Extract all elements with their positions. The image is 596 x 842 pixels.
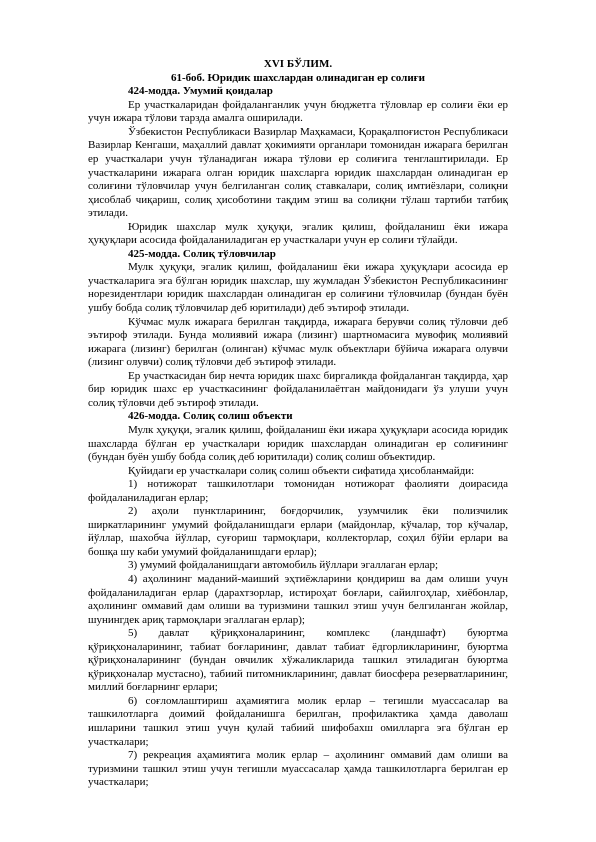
list-item: 3) умумий фойдаланишдаги автомобиль йўллари эгаллаган ерлар; (128, 559, 439, 572)
article-title: 426-модда. Солиқ солиш объекти (128, 410, 293, 423)
article-426 (88, 410, 508, 789)
paragraph: Ўзбекистон Республикаси Вазирлар Маҳкамаси, Қорақалпоғистон Республикаси Вазирлар Кенгаши, маҳаллий давлат ҳокимияти органлари томонидан ижарага берилган ер участкалари учун тўланадиган ижара тўлови ер солиғига тенглаштирилади. Ер участкаларини ижарага олган юридик шахсларга юридик шахслардан олинадиган ер солиғини тўловчилар учун белгиланган солиқ ставкалари, солиқ имтиёзлари, солиқни ҳисоблаб чиқариш, солиқ ҳисоботини тақдим этиш ва солиқни тўлаш тартиби татбиқ этилади. (88, 125, 508, 220)
article-title: 425-модда. Солиқ тўловчилар (128, 247, 276, 260)
list-item: 6) соғломлаштириш аҳамиятига молик ерлар – тегишли муассасалар ва ташкилотларга доимий фойдаланишга берилган, профилактика ҳамда даволаш ишларини ташкил этиш учун қулай табиий шифобахш омилларга эга бўлган ер участкалари; (88, 694, 508, 748)
article-424 (88, 85, 508, 248)
section-title: XVI БЎЛИМ. (263, 58, 333, 70)
list-item: 5) давлат қўриқхоналарининг, комплекс (ландшафт) буюртма қўриқхоналарининг, табиат боғларининг, давлат табиат ёдгорликларининг, буюртма қўриқхоналарининг (бундан овчилик хўжаликларида ташкил этиладиган буюртма қўриқхоналар мустасно), табиий питомникларининг, давлат биосфера резерватларининг, миллий боғларнинг ерлари; (88, 627, 508, 694)
article-title: 424-модда. Умумий қоидалар (128, 85, 273, 98)
paragraph: Қуйидаги ер участкалари солиқ солиш объекти сифатида ҳисобланмайди: (128, 464, 475, 477)
chapter-title: 61-боб. Юридик шахслардан олинадиган ер солиғи (170, 71, 425, 84)
paragraph: Юридик шахслар мулк ҳуқуқи, эгалик қилиш, фойдаланиш ёки ижара ҳуқуқлари асосида фойдаланиладиган ер участкалари учун ер солиғи тўлайди. (88, 220, 508, 247)
list-item: 4) аҳолининг маданий-маиший эҳтиёжларини қондириш ва дам олиши учун фойдаланиладиган ерлар (дарахтзорлар, истироҳат боғлари, сайилгоҳлар, хиёбонлар, аҳолининг оммавий дам олиши ва туризмини ташкил этиш учун белгиланган жойлар, шунингдек ариқ тармоқлари эгаллаган ерлар); (88, 573, 508, 626)
paragraph: Мулк ҳуқуқи, эгалик қилиш, фойдаланиш ёки ижара ҳуқуқлари асосида ер участкаларига эга бўлган юридик шахслар, шу жумладан Ўзбекистон Республикасининг норезидентлари юридик шахслардан олинадиган ер солиғини тўловчилар (бундан буён ушбу бобда солиқ тўловчилар деб юритилади) деб эътироф этилади. (88, 261, 508, 315)
paragraph: Ер участкасидан бир нечта юридик шахс биргаликда фойдаланган тақдирда, ҳар бир юридик шахс ер участкасининг фойдаланилаётган майдонидаги ўз улуши учун солиқ тўловчи деб эътироф этилади. (88, 369, 508, 409)
paragraph: Ер участкаларидан фойдаланганлик учун бюджетга тўловлар ер солиғи ёки ер учун ижара тўлови тарзда амалга оширилади. (88, 98, 508, 125)
list-item: 2) аҳоли пунктларининг, боғдорчилик, узумчилик ёки полизчилик ширкатларининг умумий фойдаланишдаги ерлари (майдонлар, кўчалар, тор кўчалар, йўллар, шахобча йўллар, суғориш тармоқлари, коллекторлар, соҳил бўйи ерлари ва бошқа шу каби умумий фойдаланишдаги ерлар); (88, 505, 508, 558)
list-item: 7) рекреация аҳамиятига молик ерлар – аҳолининг оммавий дам олиши ва туризмини ташкил этиш учун тегишли муассасалар ҳамда ташкилотларга берилган ер участкалари; (88, 749, 508, 789)
paragraph: Мулк ҳуқуқи, эгалик қилиш, фойдаланиш ёки ижара ҳуқуқлари асосида юридик шахсларда бўлган ер участкалари юридик шахслардан олинадиган ер солиғининг (бундан буён ушбу бобда солиқ деб юритилади) солиқ солиш объектидир. (88, 424, 508, 464)
list-item: 1) нотижорат ташкилотлари томонидан нотижорат фаолияти доирасида фойдаланиладиган ерлар; (88, 478, 508, 504)
article-425 (88, 248, 508, 411)
paragraph: Кўчмас мулк ижарага берилган тақдирда, ижарага берувчи солиқ тўловчи деб эътироф этилади. Бунда молиявий ижара (лизинг) шартномасига мувофиқ молиявий ижарага (лизинг) берилган (олинган) кўчмас мулк объектлари бўйича ижарага олувчи (лизинг олувчи) солиқ тўловчи деб эътироф этилади. (88, 315, 508, 369)
